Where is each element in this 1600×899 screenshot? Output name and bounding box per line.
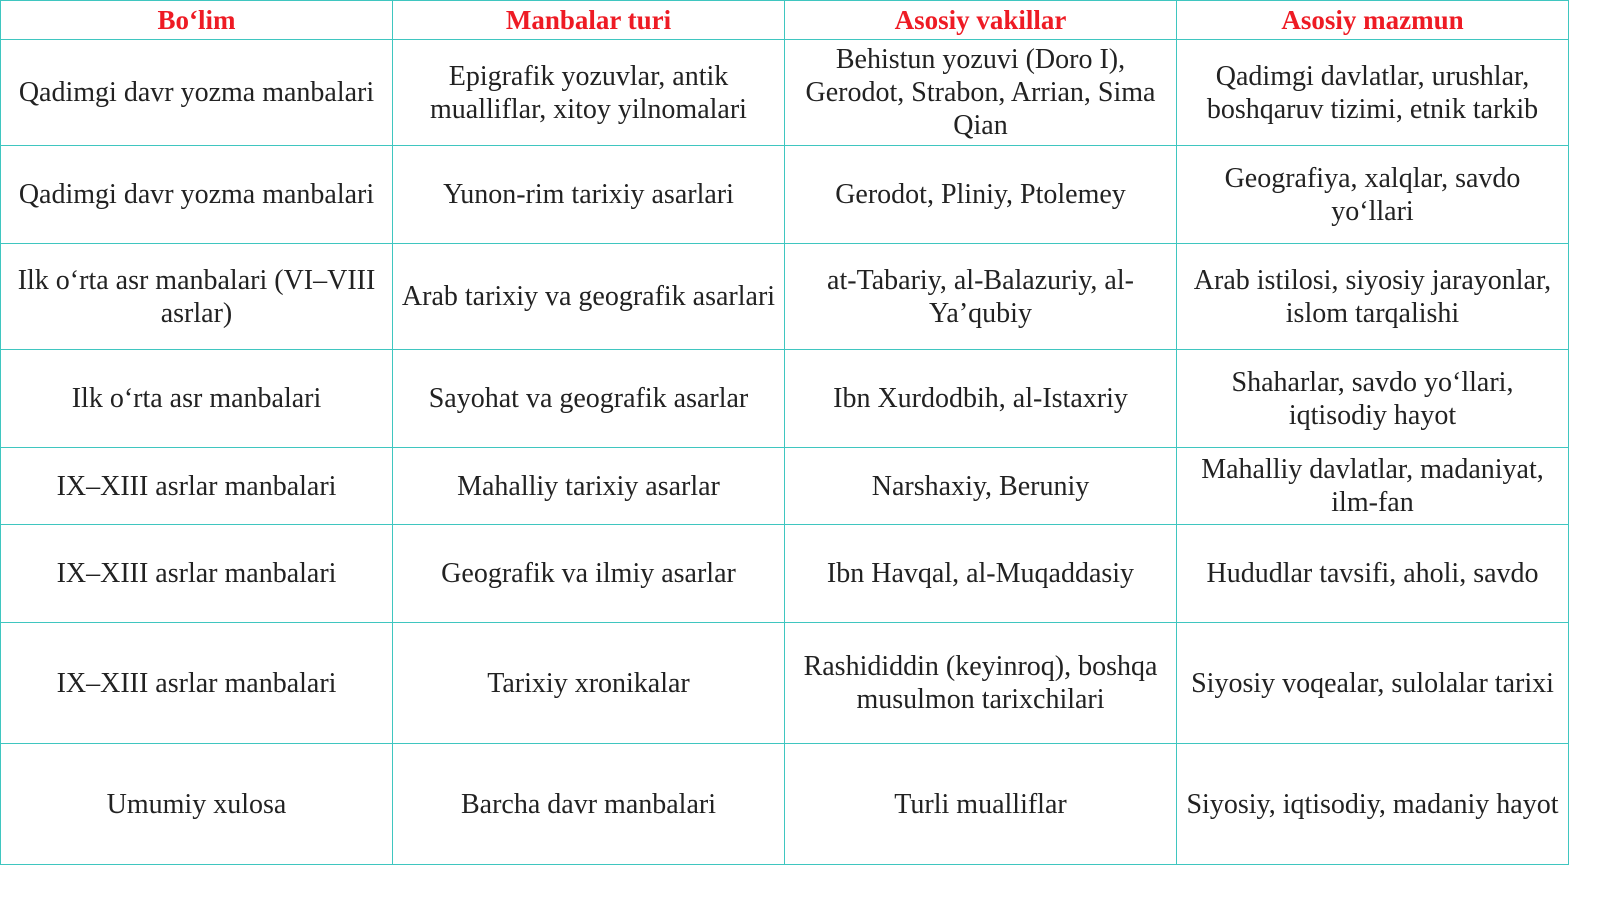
table-row [1, 146, 1569, 244]
cell-section: Qadimgi davr yozma manbalari [1, 146, 393, 244]
table-row [1, 744, 1569, 865]
cell-source-type: Barcha davr manbalari [393, 744, 785, 865]
table-row [1, 623, 1569, 744]
cell-source-type: Tarixiy xronikalar [393, 623, 785, 744]
cell-content: Siyosiy, iqtisodiy, madaniy hayot [1177, 744, 1569, 865]
header-section: Bo‘lim [1, 1, 393, 40]
cell-content: Hududlar tavsifi, aholi, savdo [1177, 525, 1569, 623]
cell-section: Qadimgi davr yozma manbalari [1, 40, 393, 146]
header-main-representatives: Asosiy vakillar [785, 1, 1177, 40]
cell-source-type: Geografik va ilmiy asarlar [393, 525, 785, 623]
cell-source-type: Mahalliy tarixiy asarlar [393, 448, 785, 525]
table-header [1, 1, 1569, 40]
cell-content: Qadimgi davlatlar, urushlar, boshqaruv tizimi, etnik tarkib [1177, 40, 1569, 146]
cell-representatives: Rashididdin (keyinroq), boshqa musulmon tarixchilari [785, 623, 1177, 744]
cell-section: IX–XIII asrlar manbalari [1, 623, 393, 744]
cell-representatives: Turli mualliflar [785, 744, 1177, 865]
cell-content: Geografiya, xalqlar, savdo yo‘llari [1177, 146, 1569, 244]
table-row [1, 244, 1569, 350]
cell-representatives: Behistun yozuvi (Doro I), Gerodot, Strabon, Arrian, Sima Qian [785, 40, 1177, 146]
table-row [1, 40, 1569, 146]
table-body [1, 40, 1569, 865]
cell-source-type: Arab tarixiy va geografik asarlari [393, 244, 785, 350]
cell-source-type: Yunon-rim tarixiy asarlari [393, 146, 785, 244]
header-source-type: Manbalar turi [393, 1, 785, 40]
cell-representatives: Gerodot, Pliniy, Ptolemey [785, 146, 1177, 244]
table-row [1, 448, 1569, 525]
cell-content: Arab istilosi, siyosiy jarayonlar, islom tarqalishi [1177, 244, 1569, 350]
cell-representatives: at-Tabariy, al-Balazuriy, al-Ya’qubiy [785, 244, 1177, 350]
header-main-content: Asosiy mazmun [1177, 1, 1569, 40]
cell-content: Shaharlar, savdo yo‘llari, iqtisodiy hayot [1177, 350, 1569, 448]
cell-source-type: Sayohat va geografik asarlar [393, 350, 785, 448]
table-row [1, 350, 1569, 448]
cell-section: Ilk o‘rta asr manbalari [1, 350, 393, 448]
header-row [1, 1, 1569, 40]
cell-section: IX–XIII asrlar manbalari [1, 525, 393, 623]
cell-representatives: Ibn Xurdodbih, al-Istaxriy [785, 350, 1177, 448]
cell-section: IX–XIII asrlar manbalari [1, 448, 393, 525]
cell-section: Umumiy xulosa [1, 744, 393, 865]
cell-section: Ilk o‘rta asr manbalari (VI–VIII asrlar) [1, 244, 393, 350]
cell-representatives: Ibn Havqal, al-Muqaddasiy [785, 525, 1177, 623]
table-row [1, 525, 1569, 623]
cell-content: Siyosiy voqealar, sulolalar tarixi [1177, 623, 1569, 744]
cell-source-type: Epigrafik yozuvlar, antik mualliflar, xitoy yilnomalari [393, 40, 785, 146]
cell-representatives: Narshaxiy, Beruniy [785, 448, 1177, 525]
cell-content: Mahalliy davlatlar, madaniyat, ilm-fan [1177, 448, 1569, 525]
